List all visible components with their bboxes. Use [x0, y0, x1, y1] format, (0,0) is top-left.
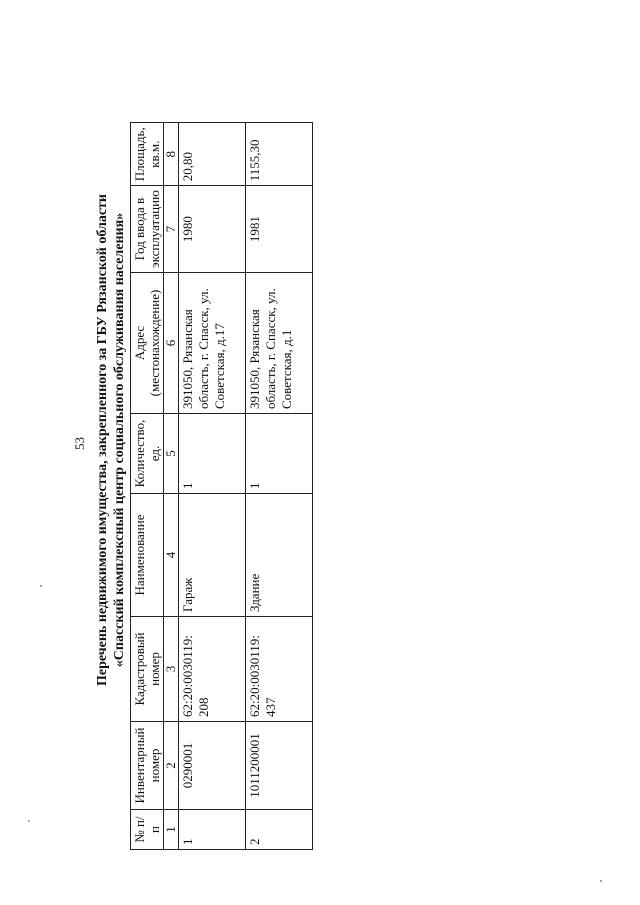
column-number: 4 — [164, 494, 179, 617]
column-number: 2 — [164, 722, 179, 810]
table-row — [246, 123, 313, 850]
area: 20,80 — [179, 123, 246, 186]
page-number: 53 — [72, 437, 87, 450]
column-number: 8 — [164, 123, 179, 186]
header-cell-quantity: Количество, ед. — [131, 414, 164, 494]
scan-speck — [28, 820, 30, 822]
header-row — [131, 123, 164, 850]
property-table — [130, 122, 313, 850]
row-num: 2 — [246, 810, 313, 850]
document-title — [94, 30, 128, 850]
header-cell-name: Наименование — [131, 494, 164, 617]
column-number: 3 — [164, 617, 179, 722]
header-cell-inventory: Инвентарный номер — [131, 722, 164, 810]
header-cell-address: Адрес (местонахождение) — [131, 273, 164, 414]
column-number: 1 — [164, 810, 179, 850]
header-cell-num: № п/п — [131, 810, 164, 850]
property-name: Здание — [246, 494, 313, 617]
year-commissioned: 1981 — [246, 186, 313, 273]
column-number-row — [164, 123, 179, 850]
cadastral-number: 62:20:0030119: 437 — [246, 617, 313, 722]
title-line-2: «Спасский комплексный центр социального обслуживания населения» — [112, 212, 127, 668]
row-num: 1 — [179, 810, 246, 850]
header-cell-cadastral: Кадастровый номер — [131, 617, 164, 722]
table-row — [179, 123, 246, 850]
cadastral-number: 62:20:0030119: 208 — [179, 617, 246, 722]
quantity: 1 — [246, 414, 313, 494]
year-commissioned: 1980 — [179, 186, 246, 273]
inventory-number: 1011200001 — [246, 722, 313, 810]
title-line-1: Перечень недвижимого имущества, закрепленного за ГБУ Рязанской области — [95, 194, 110, 686]
inventory-number: 0290001 — [179, 722, 246, 810]
address: 391050, Рязанская область, г. Спасск, ул. Советская, д.1 — [246, 273, 313, 414]
scan-speck — [600, 880, 602, 882]
address: 391050, Рязанская область, г. Спасск, ул. Советская, д.17 — [179, 273, 246, 414]
quantity: 1 — [179, 414, 246, 494]
scan-speck — [40, 585, 42, 587]
property-name: Гараж — [179, 494, 246, 617]
header-cell-area: Площадь, кв.м. — [131, 123, 164, 186]
column-number: 6 — [164, 273, 179, 414]
column-number: 7 — [164, 186, 179, 273]
column-number: 5 — [164, 414, 179, 494]
rotated-page — [72, 30, 632, 850]
area: 1155,30 — [246, 123, 313, 186]
header-cell-year: Год ввода в эксплуатацию — [131, 186, 164, 273]
